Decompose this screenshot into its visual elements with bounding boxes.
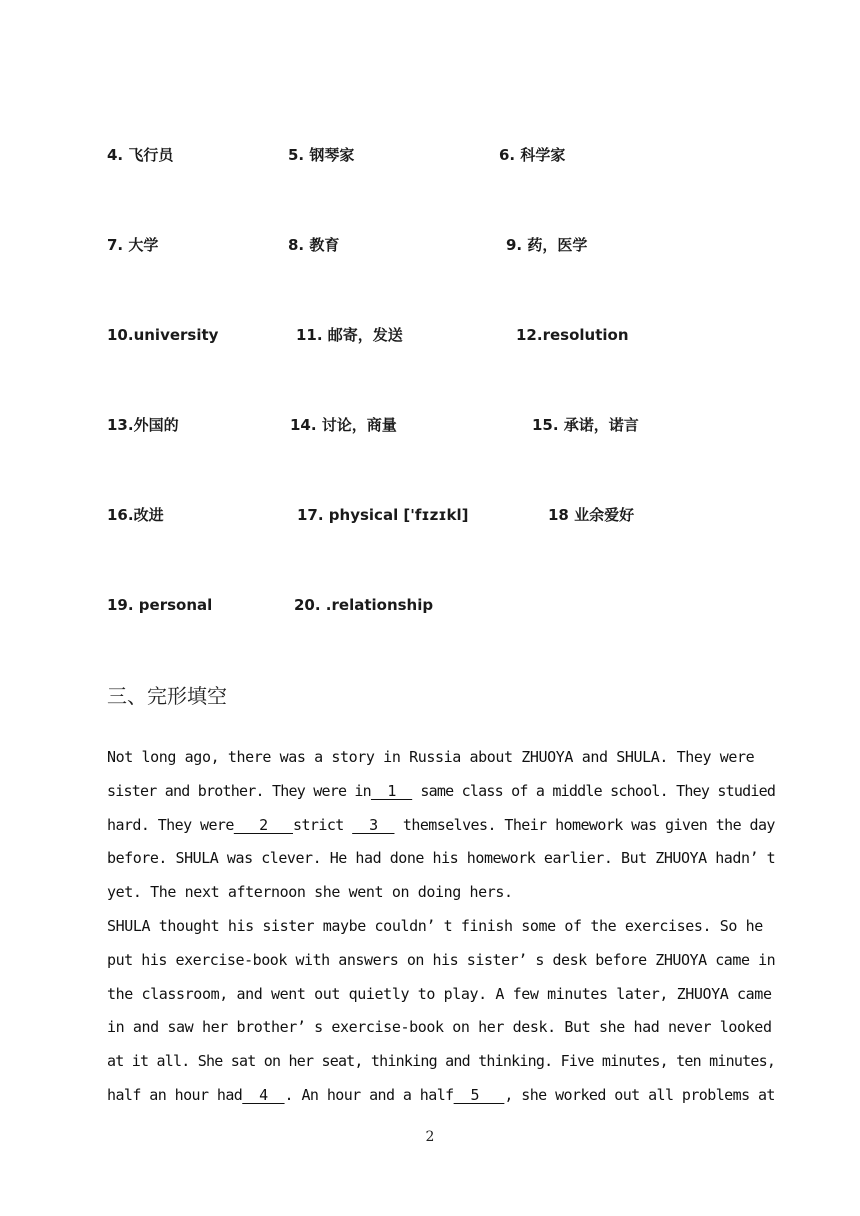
passage-line [107, 1015, 775, 1049]
passage-text: hard. They were [107, 815, 234, 834]
passage-text: half an hour had [107, 1085, 243, 1104]
blank-4: 4 [242, 1085, 285, 1104]
passage-line [107, 1083, 775, 1117]
vocab-item-13: 13.外国的 [107, 416, 179, 434]
passage-line [107, 880, 775, 914]
blank-5: 5 [453, 1085, 505, 1104]
passage-text: same class of a middle school. They studied [412, 781, 776, 800]
blank-2: 2 [233, 815, 293, 834]
passage-text: strict [293, 815, 353, 834]
passage-line [107, 948, 775, 982]
vocab-item-12: 12.resolution [516, 326, 629, 344]
passage-line [107, 846, 775, 880]
passage-text: in and saw her brother’ s exercise-book on her desk. But she had never looked [107, 1018, 772, 1037]
blank-3: 3 [352, 815, 395, 834]
passage-text: before. SHULA was clever. He had done his homework earlier. But ZHUOYA hadn’ t [107, 849, 776, 868]
passage-text: SHULA thought his sister maybe couldn’ t finish some of the exercises. So he [107, 916, 763, 935]
passage-line [107, 745, 775, 779]
vocab-item-5: 5. 钢琴家 [288, 146, 355, 164]
passage-text: themselves. Their homework was given the day [394, 815, 775, 834]
passage-text: at it all. She sat on her seat, thinking and thinking. Five minutes, ten minutes, [107, 1052, 776, 1071]
passage-line [107, 1049, 775, 1083]
vocab-item-11: 11. 邮寄，发送 [296, 326, 403, 344]
passage-text: put his exercise-book with answers on his sister’ s desk before ZHUOYA came in [107, 950, 776, 969]
passage-text: Not long ago, there was a story in Russia about ZHUOYA and SHULA. They were [107, 748, 755, 766]
passage-line [107, 914, 775, 948]
vocab-item-7: 7. 大学 [107, 236, 159, 254]
passage-line [107, 813, 775, 847]
passage-text: , she worked out all problems at [504, 1085, 775, 1104]
vocab-item-17: 17. physical ['fɪzɪkl] [297, 506, 469, 524]
vocab-item-20: 20. .relationship [294, 596, 434, 614]
vocab-item-4: 4. 飞行员 [107, 146, 174, 164]
blank-1: 1 [370, 781, 413, 800]
vocab-item-6: 6. 科学家 [499, 146, 566, 164]
passage-text: yet. The next afternoon she went on doing hers. [107, 883, 513, 902]
passage-text: . An hour and a half [284, 1085, 454, 1104]
passage-line [107, 779, 775, 813]
section-title: 三、完形填空 [107, 684, 227, 708]
page-number: 2 [425, 1129, 435, 1145]
vocab-item-9: 9. 药，医学 [506, 236, 588, 254]
passage-text: sister and brother. They were in [107, 781, 371, 800]
vocab-item-19: 19. personal [107, 596, 213, 614]
cloze-passage [107, 745, 775, 1117]
passage-line [107, 982, 775, 1016]
vocab-item-16: 16.改进 [107, 506, 164, 524]
vocab-item-10: 10.university [107, 326, 219, 344]
vocab-item-8: 8. 教育 [288, 236, 340, 254]
vocab-item-15: 15. 承诺，诺言 [532, 416, 639, 434]
vocab-item-18: 18 业余爱好 [548, 506, 635, 524]
passage-text: the classroom, and went out quietly to play. A few minutes later, ZHUOYA came [107, 984, 772, 1003]
vocab-item-14: 14. 讨论，商量 [290, 416, 397, 434]
